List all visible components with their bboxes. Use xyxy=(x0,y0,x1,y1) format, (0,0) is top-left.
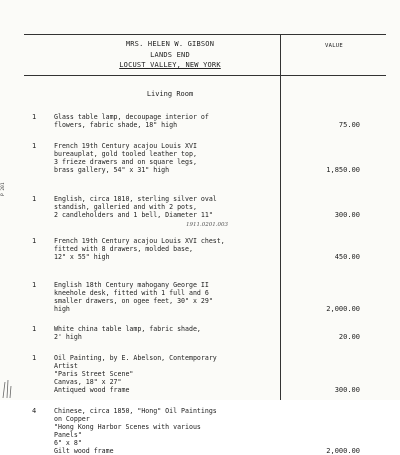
item-description-line: Panels" xyxy=(54,431,82,439)
item-description-line: 2 candleholders and 1 bell, Diameter 11" xyxy=(54,211,213,219)
item-value: 2,000.00 xyxy=(326,447,360,455)
item-description xyxy=(54,195,278,219)
section-title: Living Room xyxy=(146,90,194,98)
item-description-line: Canvas, 18" x 27" xyxy=(54,378,122,386)
item-description-line: Antiqued wood frame xyxy=(54,386,130,394)
item-value: 1,850.00 xyxy=(326,166,360,174)
item-value: 75.00 xyxy=(338,121,360,129)
item-description xyxy=(54,281,278,313)
owner-name: MRS. HELEN W. GIBSON xyxy=(125,40,215,48)
item-description xyxy=(54,325,278,341)
item-description xyxy=(54,113,278,129)
margin-page-note: P 201 xyxy=(1,182,6,196)
item-description-line: Oil Painting, by E. Abelson, Contemporary xyxy=(54,354,217,362)
item-description-line: flowers, fabric shade, 18" high xyxy=(54,121,178,129)
value-column-divider xyxy=(280,34,281,400)
item-value: 300.00 xyxy=(334,211,360,219)
item-description-line: Gilt wood frame xyxy=(54,447,114,455)
item-description-line: French 19th Century acajou Louis XVI xyxy=(54,142,197,150)
item-value: 300.00 xyxy=(334,386,360,394)
item-description xyxy=(54,354,278,394)
item-description-line: "Hong Kong Harbor Scenes with various xyxy=(54,423,201,431)
item-quantity: 4 xyxy=(32,407,37,415)
item-quantity: 1 xyxy=(32,281,37,289)
item-description-line: bureauplat, gold tooled leather top, xyxy=(54,150,197,158)
item-description-line: English, circa 1810, sterling silver oval xyxy=(54,195,217,203)
item-description-line: "Paris Street Scene" xyxy=(54,370,134,378)
item-value: 2,000.00 xyxy=(326,305,360,313)
item-description-line: White china table lamp, fabric shade, xyxy=(54,325,201,333)
handwritten-edge-mark xyxy=(0,370,14,400)
item-description-line: 6" x 8" xyxy=(54,439,82,447)
item-quantity: 1 xyxy=(32,113,37,121)
item-quantity: 1 xyxy=(32,142,37,150)
item-description-line: smaller drawers, on ogee feet, 30" x 29" xyxy=(54,297,213,305)
header-rule xyxy=(24,75,386,76)
item-description-line: kneehole desk, fitted with 1 full and 6 xyxy=(54,289,209,297)
item-description xyxy=(54,142,278,174)
item-description-line: Glass table lamp, decoupage interior of xyxy=(54,113,209,121)
item-description-line: French 19th Century acajou Louis XVI chest, xyxy=(54,237,225,245)
item-quantity: 1 xyxy=(32,237,37,245)
item-description-line: fitted with 8 drawers, molded base, xyxy=(54,245,193,253)
item-value: 20.00 xyxy=(338,333,360,341)
item-description-line: 12" x 55" high xyxy=(54,253,110,261)
value-column-header: VALUE xyxy=(324,43,344,49)
item-description-line: standish, galleried and with 2 pots, xyxy=(54,203,197,211)
estate-location: LOCUST VALLEY, NEW YORK xyxy=(119,61,221,69)
item-description-line: brass gallery, 54" x 31" high xyxy=(54,166,170,174)
top-rule xyxy=(24,34,386,35)
item-value: 450.00 xyxy=(334,253,360,261)
item-description-line: on Copper xyxy=(54,415,90,423)
item-description-line: 3 frieze drawers and on square legs, xyxy=(54,158,197,166)
item-quantity: 1 xyxy=(32,195,37,203)
item-description xyxy=(54,237,278,261)
item-description-line: high xyxy=(54,305,70,313)
handwritten-accession-note: 1911.0201.003 xyxy=(186,222,228,228)
item-description-line: English 18th Century mahogany George II xyxy=(54,281,209,289)
item-description-line: Chinese, circa 1850, "Hong" Oil Paintings xyxy=(54,407,217,415)
item-description xyxy=(54,407,278,455)
item-quantity: 1 xyxy=(32,354,37,362)
item-quantity: 1 xyxy=(32,325,37,333)
item-description-line: 2' high xyxy=(54,333,82,341)
item-description-line: Artist xyxy=(54,362,78,370)
estate-name: LANDS END xyxy=(150,51,190,59)
